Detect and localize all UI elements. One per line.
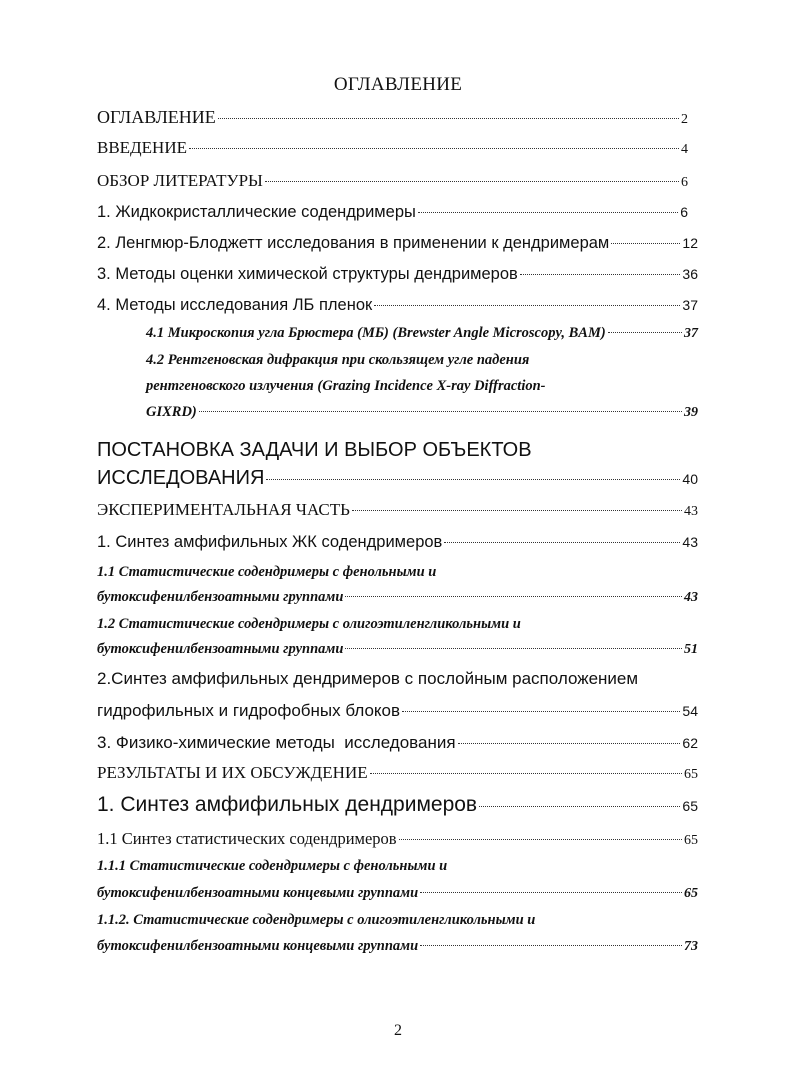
toc-entry-line: 1.2 Статистические содендримеры с олигоэтиленгликольными и [97,616,521,632]
toc-entry-page: 51 [684,642,698,657]
dot-leader [402,711,680,712]
dot-leader [189,148,679,149]
toc-entry-line: рентгеновского излучения (Grazing Incidence X-ray Diffraction- [146,378,546,394]
toc-entry[interactable] [97,701,698,721]
toc-entry[interactable] [146,404,698,421]
toc-entry[interactable] [97,938,698,955]
dot-leader [420,945,682,946]
toc-entry-title: ОГЛАВЛЕНИЕ [97,107,216,127]
toc-entry-page: 37 [684,326,698,341]
dot-leader [418,212,678,213]
toc-entry-page: 73 [684,939,698,954]
toc-entry[interactable] [97,533,698,552]
toc-entry[interactable] [97,641,698,658]
dot-leader [374,305,680,306]
toc-entry-page: 4 [681,142,688,157]
dot-leader [199,411,682,412]
toc-entry[interactable] [97,138,688,158]
toc-entry[interactable] [97,589,698,606]
toc-entry-page: 40 [682,471,698,487]
dot-leader [265,181,679,182]
toc-entry-title: гидрофильных и гидрофобных блоков [97,701,401,720]
toc-entry[interactable] [97,793,698,817]
dot-leader [352,510,682,511]
toc-entry[interactable] [97,829,698,849]
dot-leader [266,479,680,480]
toc-entry[interactable] [97,265,698,284]
toc-entry-title: бутоксифенилбензоатными концевыми группами [97,885,419,901]
toc-entry[interactable] [97,171,688,191]
dot-leader [608,332,682,333]
toc-entry[interactable] [97,467,698,490]
dot-leader [420,892,682,893]
toc-entry-line: 1.1.1 Статистические содендримеры с фенольными и [97,858,448,874]
toc-entry[interactable] [97,203,688,222]
toc-entry-page: 12 [682,235,698,251]
dot-leader [444,542,680,543]
toc-entry[interactable] [97,885,698,902]
toc-entry-line: 4.2 Рентгеновская дифракция при скользящем угле падения [146,352,530,368]
toc-entry-page: 36 [682,266,698,282]
toc-entry[interactable] [97,107,688,128]
toc-entry-line: 2.Синтез амфифильных дендримеров с послойным расположением [97,669,639,688]
toc-entry[interactable] [97,234,698,253]
toc-entry[interactable] [97,500,698,520]
toc-entry-title: 3. Методы оценки химической структуры дендримеров [97,265,518,283]
toc-entry-title: бутоксифенилбензоатными группами [97,589,344,605]
toc-entry-page: 65 [684,833,698,848]
toc-entry-page: 2 [681,112,688,127]
page-number: 2 [394,1022,402,1039]
dot-leader [520,274,681,275]
toc-entry-title: ВВЕДЕНИЕ [97,138,187,157]
dot-leader [458,743,681,744]
dot-leader [218,118,679,119]
toc-entry-line: 1.1.2. Статистические содендримеры с олигоэтиленгликольными и [97,912,536,928]
toc-entry-title: ЭКСПЕРИМЕНТАЛЬНАЯ ЧАСТЬ [97,500,350,519]
toc-entry-title: 1. Синтез амфифильных дендримеров [97,793,478,816]
dot-leader [370,773,682,774]
dot-leader [399,839,682,840]
toc-entry-title: бутоксифенилбензоатными группами [97,641,344,657]
toc-entry-page: 54 [682,703,698,719]
toc-entry[interactable] [97,733,698,753]
toc-entry-title: 4.1 Микроскопия угла Брюстера (МБ) (Brewster Angle Microscopy, BAM) [146,325,606,341]
toc-entry-title: 1. Синтез амфифильных ЖК содендримеров [97,533,443,551]
toc-entry-line: 1.1 Статистические содендримеры с фенольными и [97,564,437,580]
toc-entry-page: 43 [682,534,698,550]
toc-entry-title: 4. Методы исследования ЛБ пленок [97,296,373,314]
toc-entry-page: 43 [684,504,698,519]
toc-entry[interactable] [97,763,698,783]
toc-entry-title: ИССЛЕДОВАНИЯ [97,467,265,489]
toc-entry-title: 3. Физико-химические методы исследования [97,733,456,752]
toc-entry[interactable] [97,296,698,315]
toc-entry-page: 65 [682,798,698,814]
dot-leader [611,243,680,244]
toc-entry-title: бутоксифенилбензоатными концевыми группами [97,938,419,954]
toc-entry-page: 39 [684,405,698,420]
toc-entry-page: 6 [681,175,688,190]
toc-entry-page: 65 [684,767,698,782]
toc-entry-title: РЕЗУЛЬТАТЫ И ИХ ОБСУЖДЕНИЕ [97,763,368,782]
toc-entry-page: 62 [682,735,698,751]
dot-leader [345,596,682,597]
toc-entry-title: 2. Ленгмюр-Блоджетт исследования в применении к дендримерам [97,234,610,252]
toc-entry-page: 43 [684,590,698,605]
toc-entry-line: ПОСТАНОВКА ЗАДАЧИ И ВЫБОР ОБЪЕКТОВ [97,439,532,461]
toc-entry-title: GIXRD) [146,404,197,420]
toc-entry-title: 1.1 Синтез статистических содендримеров [97,829,397,848]
dot-leader [345,648,682,649]
toc-entry-page: 65 [684,886,698,901]
toc-entry-title: ОБЗОР ЛИТЕРАТУРЫ [97,171,263,190]
dot-leader [479,806,680,807]
toc-entry-title: 1. Жидкокристаллические содендримеры [97,203,416,221]
toc-entry-page: 37 [682,297,698,313]
toc-entry-page: 6 [680,204,688,220]
toc-entry[interactable] [146,325,698,342]
page-title: ОГЛАВЛЕНИЕ [333,74,463,95]
